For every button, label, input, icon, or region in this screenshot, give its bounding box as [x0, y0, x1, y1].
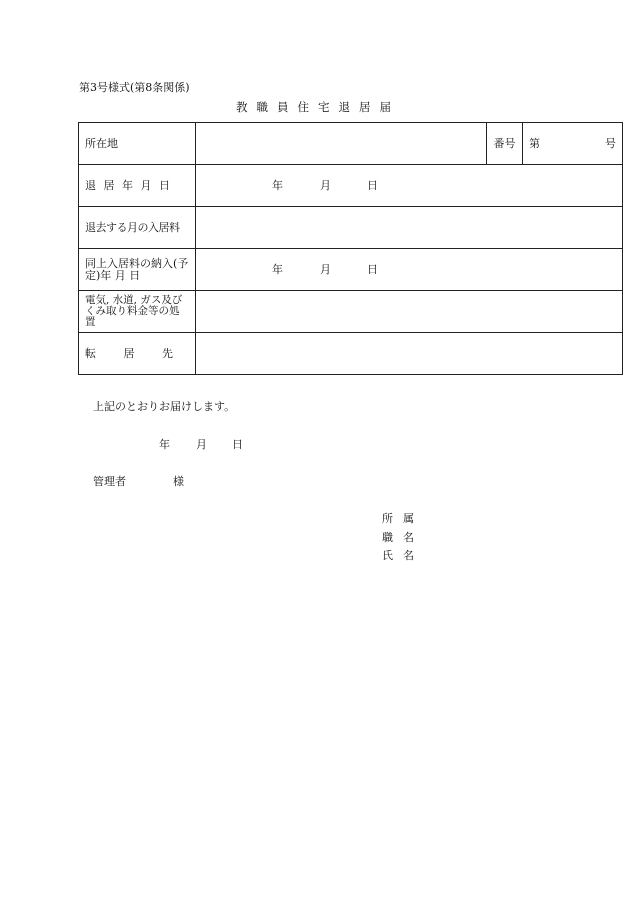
move-out-year: 年	[272, 178, 283, 192]
addressee-honorific: 様	[173, 475, 184, 488]
payment-month: 月	[320, 262, 331, 276]
rent-for-month-field[interactable]	[196, 207, 623, 249]
form-table	[78, 122, 623, 375]
payment-day: 日	[367, 262, 378, 276]
form-number: 第3号様式(第8条関係)	[79, 81, 190, 94]
number-suffix: 号	[605, 136, 616, 150]
move-out-date-label: 退 居 年 月 日	[79, 165, 196, 207]
submission-year: 年	[159, 438, 170, 451]
submission-month: 月	[196, 438, 207, 451]
payment-year: 年	[272, 262, 283, 276]
new-address-label: 転 居 先	[79, 333, 196, 375]
number-label: 番号	[487, 123, 523, 165]
location-field[interactable]	[196, 123, 487, 165]
signature-position: 職名	[382, 531, 424, 544]
rent-for-month-label: 退去する月の入居料	[79, 207, 196, 249]
document-title: 教職員住宅退居届	[236, 100, 400, 114]
number-prefix: 第	[529, 136, 540, 150]
move-out-date-field[interactable]	[196, 165, 623, 207]
submission-day: 日	[232, 438, 243, 451]
payment-date-label: 同上入居料の納入(予 定)年 月 日	[79, 249, 196, 291]
move-out-month: 月	[320, 178, 331, 192]
utility-handling-field[interactable]	[196, 291, 623, 333]
statement-text: 上記のとおりお届けします。	[93, 400, 236, 413]
signature-affiliation: 所属	[382, 512, 424, 525]
new-address-field[interactable]	[196, 333, 623, 375]
utility-handling-label: 電気, 水道, ガス及びくみ取り料金等の処置	[79, 291, 196, 333]
number-field[interactable]	[523, 123, 623, 165]
submission-date	[0, 436, 630, 450]
signature-name: 氏名	[382, 549, 424, 562]
location-label: 所在地	[79, 123, 196, 165]
addressee-label: 管理者	[93, 475, 126, 488]
move-out-day: 日	[367, 178, 378, 192]
payment-date-field[interactable]	[196, 249, 623, 291]
